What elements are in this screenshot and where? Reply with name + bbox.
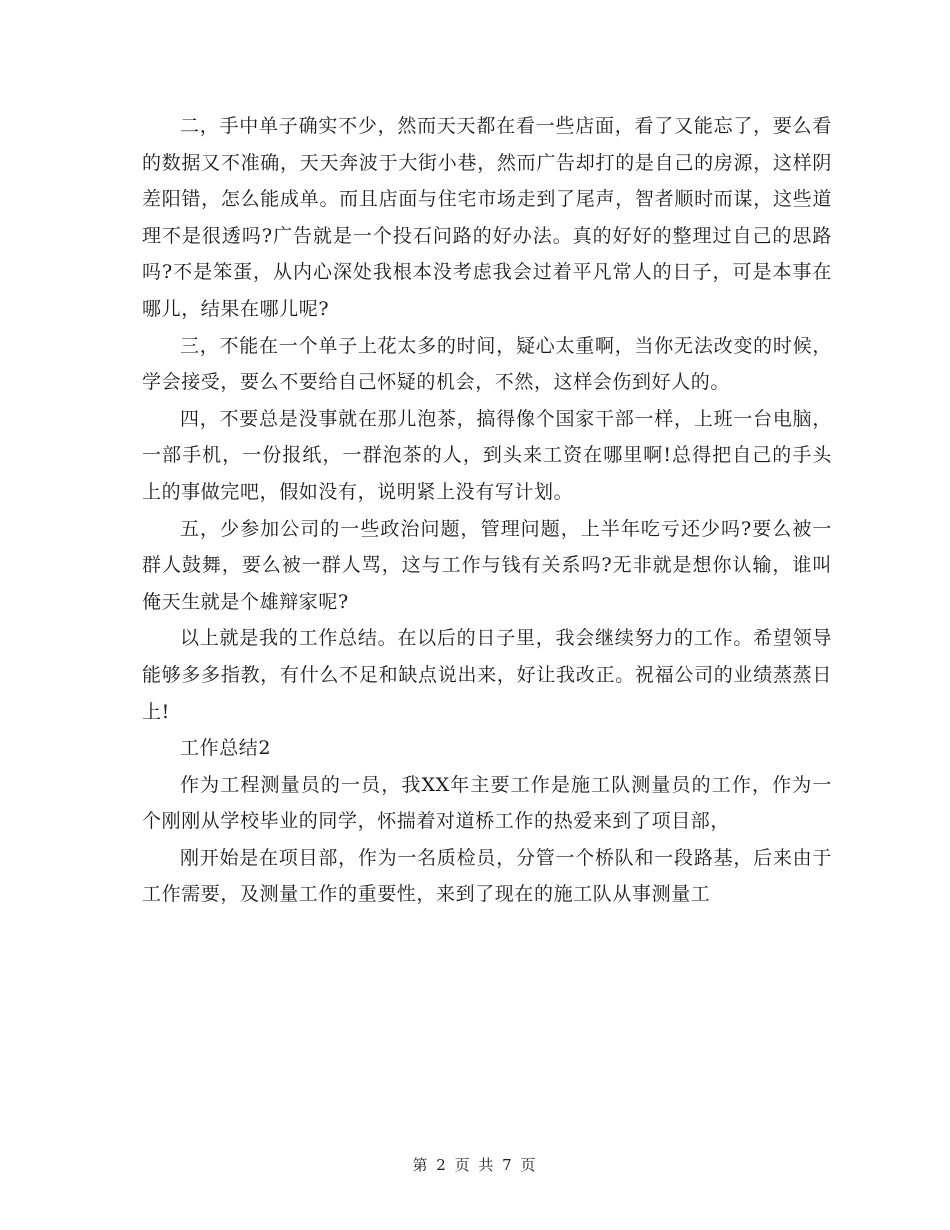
page-number-footer: 第 2 页 共 7 页	[412, 1156, 538, 1174]
paragraph-intro: 作为工程测量员的一员，我XX年主要工作是施工队测量员的工作，作为一个刚刚从学校毕业的同学，怀揣着对道桥工作的热爱来到了项目部，	[142, 773, 832, 833]
section-heading: 工作总结2	[180, 737, 272, 760]
paragraph-point-five: 五，少参加公司的一些政治问题，管理问题，上半年吃亏还少吗?要么被一群人鼓舞，要么被一群人骂，这与工作与钱有关系吗?无非就是想你认输，谁叫俺天生就是个雄辩家呢?	[142, 517, 832, 613]
paragraph-point-three: 三，不能在一个单子上花太多的时间，疑心太重啊，当你无法改变的时候，学会接受，要么不要给自己怀疑的机会，不然，这样会伤到好人的。	[142, 334, 832, 394]
paragraph-point-four: 四，不要总是没事就在那儿泡茶，搞得像个国家干部一样，上班一台电脑，一部手机，一份报纸，一群泡茶的人，到头来工资在哪里啊!总得把自己的手头上的事做完吧，假如没有，说明紧上没有写计划。	[142, 407, 832, 503]
paragraph-point-two: 二，手中单子确实不少，然而天天都在看一些店面，看了又能忘了，要么看的数据又不准确，天天奔波于大街小巷，然而广告却打的是自己的房源，这样阴差阳错，怎么能成单。而且店面与住宅市场走到了尾声，智者顺时而谋，这些道理不是很透吗?广告就是一个投石问路的好办法。真的好好的整理过自己的思路吗?不是笨蛋，从内心深处我根本没考虑我会过着平凡常人的日子，可是本事在哪儿，结果在哪儿呢?	[142, 115, 832, 320]
paragraph-work-start: 刚开始是在项目部，作为一名质检员，分管一个桥队和一段路基，后来由于工作需要，及测量工作的重要性，来到了现在的施工队从事测量工	[142, 846, 832, 906]
paragraph-conclusion: 以上就是我的工作总结。在以后的日子里，我会继续努力的工作。希望领导能够多多指教，有什么不足和缺点说出来，好让我改正。祝福公司的业绩蒸蒸日上!	[142, 627, 832, 723]
document-body	[142, 108, 832, 913]
